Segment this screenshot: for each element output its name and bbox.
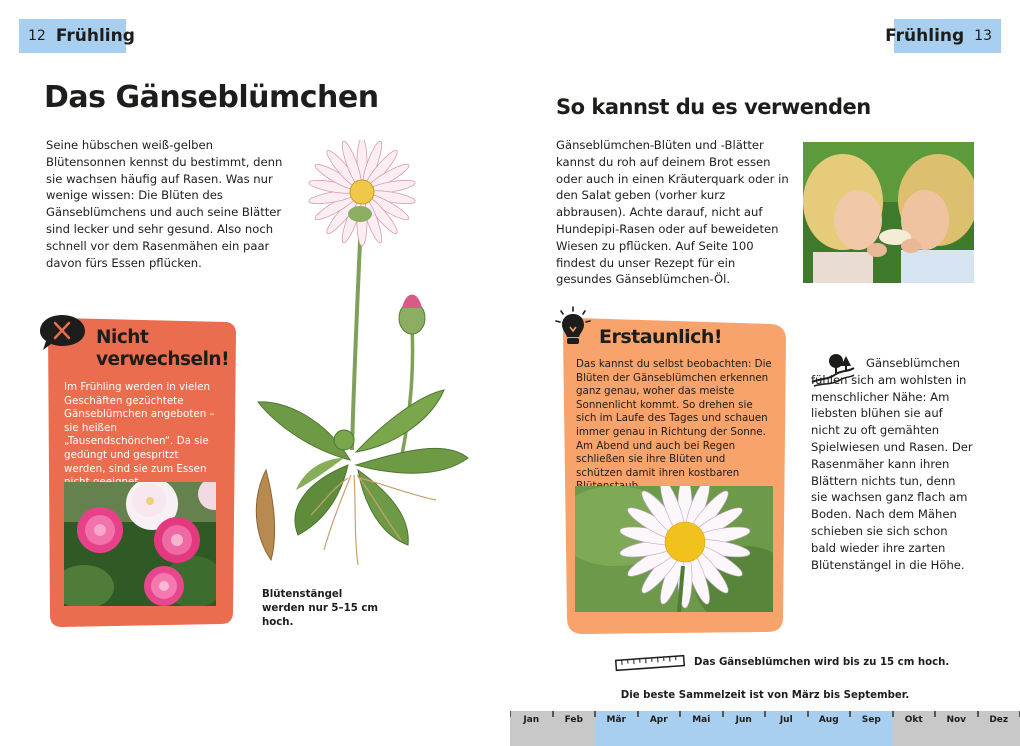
page-number-right: 13	[974, 28, 992, 44]
page-title-left: Das Gänseblümchen	[44, 80, 379, 115]
month-cell: Jan	[510, 711, 553, 746]
month-cell: Jun	[723, 711, 766, 746]
month-cell: Nov	[935, 711, 978, 746]
season-note: Die beste Sammelzeit ist von März bis September.	[620, 690, 910, 701]
left-page-tab	[19, 19, 135, 53]
stem-caption: Blütenstängel werden nur 5–15 cm hoch.	[262, 589, 378, 628]
section-label-left: Frühling	[55, 26, 135, 46]
harvest-month-bar	[510, 711, 1020, 746]
intro-text-left: Seine hübschen weiß-gelben Blütensonnen kennst du bestimmt, denn sie wachsen häufig auf Rasen. Was nur wenige wissen: Die Blüten des Gänseblümchens und auch seine Blätter sind lecker und sehr gesund. Also noch schnell vor dem Rasenmähen ein paar davon fürs Essen pflücken.	[46, 138, 283, 270]
month-cell: Sep	[850, 711, 893, 746]
warning-box-title	[96, 327, 229, 371]
warning-title-line-2: verwechseln!	[96, 349, 230, 370]
lightbulb-icon	[553, 305, 593, 349]
fact-box-text: Das kannst du selbst beobachten: Die Blüten der Gänseblümchen erkennen ganz genau, woher das meiste Sonnenlicht kommt. So drehen sie sich im Laufe des Tages und schauen immer genau in Richtung der Sonne. Am Abend und auch bei Regen schließen sie ihre Blüten und schützen damit ihren kostbaren	[576, 358, 772, 479]
close-x-icon	[38, 312, 88, 354]
habitat-text: Gänseblümchen fühlen sich am wohlsten in menschlicher Nähe: Am liebsten blühen sie auf nicht zu oft gemähten Spielwiesen und Rasen. Der Rasenmäher kann ihren Blättern nichts tun, denn sie wachsen ganz flach am Boden. Nach dem Mähen schieben sie sich schon bald wieder ihre zarten Blütenstängel in die Höhe.	[811, 356, 973, 572]
month-cell: Aug	[808, 711, 851, 746]
month-cell: Jul	[765, 711, 808, 746]
page-number-left: 12	[28, 28, 46, 44]
month-cell: Apr	[638, 711, 681, 746]
daisy-closeup-photo	[575, 486, 773, 612]
page-title-right: So kannst du es verwenden	[556, 95, 871, 119]
fact-box-title: Erstaunlich!	[599, 326, 723, 348]
month-cell: Okt	[893, 711, 936, 746]
intro-text-right: Gänseblümchen-Blüten und -Blätter kannst du roh auf deinem Brot essen oder auch in einen Kräuterquark oder in den Salat geben (vorher kurz abbrausen). Achte darauf, nicht auf Hundepipi-Rasen oder auf beweideten Wiesen zu pflücken. Auf Seite 100 findest du unser Rezept für ein gesundes Gänseblümchen-Öl.	[556, 138, 789, 287]
height-note: Das Gänseblümchen wird bis zu 15 cm hoch.	[694, 657, 950, 668]
month-cell: Dez	[978, 711, 1020, 746]
month-cell: Mai	[680, 711, 723, 746]
warning-box-text: Im Frühling werden in vielen Geschäften gezüchtete Gänseblümchen angeboten – sie heißen „Tausendschönchen“. Da sie gedüngt und gespritzt werden, sind sie zum Essen	[64, 381, 215, 475]
tausendschoenchen-photo	[64, 482, 216, 606]
month-cell: Feb	[553, 711, 596, 746]
month-cell: Mär	[595, 711, 638, 746]
children-eating-photo	[803, 142, 974, 283]
daisy-illustration	[236, 140, 498, 580]
section-label-right: Frühling	[885, 26, 965, 46]
ruler-icon	[614, 654, 686, 672]
warning-title-line-1: Nicht	[96, 327, 149, 348]
right-page-tab	[885, 19, 1001, 53]
